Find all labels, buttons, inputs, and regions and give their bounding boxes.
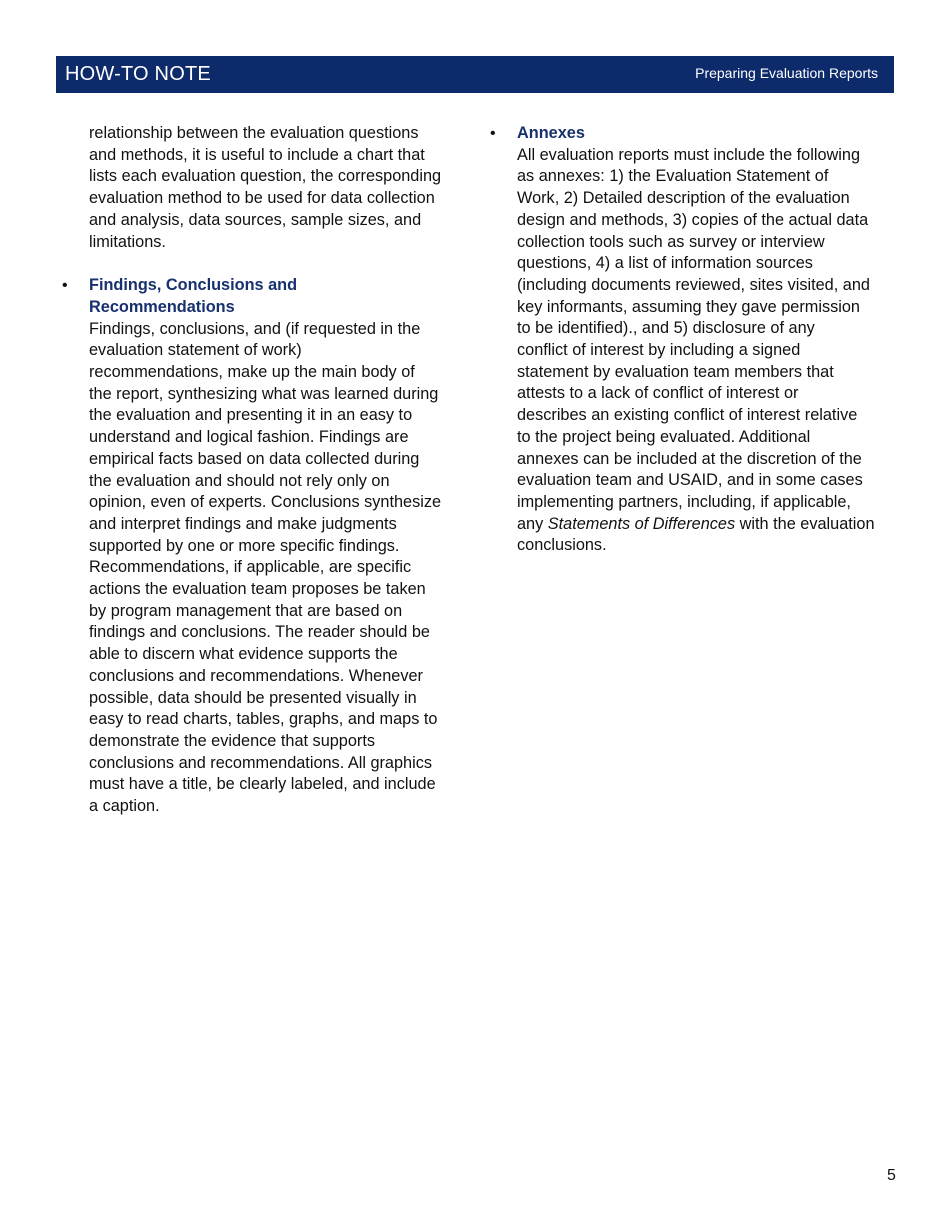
document-subtitle: Preparing Evaluation Reports: [695, 65, 878, 81]
text-line: design and methods, 3) copies of the actual data: [517, 210, 869, 229]
text-line: Recommendations, if applicable, are specific: [89, 558, 412, 577]
text-line: as annexes: 1) the Evaluation Statement of: [517, 167, 829, 186]
text-line: empirical facts based on data collected during: [89, 449, 420, 468]
text-line: All evaluation reports must include the following: [517, 145, 860, 164]
text-line: opinion, even of experts. Conclusions synthesize: [89, 493, 442, 512]
annexes-section: [490, 123, 889, 557]
text-line: the evaluation and presenting it in an easy to: [89, 406, 413, 425]
italic-title: Statements of Differences: [547, 514, 736, 533]
text-line: Work, 2) Detailed description of the evaluation: [517, 189, 850, 208]
text-line: conclusions.: [517, 536, 607, 555]
text-line: easy to read charts, tables, graphs, and maps to: [89, 710, 438, 729]
text-line: understand and logical fashion. Findings are: [89, 428, 409, 447]
text-line: conflict of interest by including a signed: [517, 341, 801, 360]
section-heading: Annexes: [517, 124, 585, 142]
text-line: findings and conclusions. The reader should be: [89, 623, 430, 642]
section-heading: Recommendations: [89, 297, 235, 316]
text-line: collection tools such as survey or interview: [517, 232, 825, 251]
text-line: implementing partners, including, if applicable,: [517, 492, 851, 511]
text-line: relationship between the evaluation questions: [89, 124, 419, 142]
text-line: (including documents reviewed, sites visited, and: [517, 275, 870, 294]
continued-paragraph: [89, 123, 461, 253]
text-fragment: any: [517, 514, 548, 533]
section-heading: Findings, Conclusions and: [89, 276, 298, 295]
text-line: to be identified)., and 5) disclosure of any: [517, 319, 815, 338]
text-line: conclusions and recommendations. All graphics: [89, 753, 432, 772]
page-number: 5: [887, 1167, 896, 1184]
text-line: possible, data should be presented visually in: [89, 688, 417, 707]
text-line: actions the evaluation team proposes be taken: [89, 580, 426, 599]
text-line: evaluation team and USAID, and in some cases: [517, 471, 863, 490]
findings-section: [62, 275, 461, 818]
text-line: key informants, assuming they gave permission: [517, 297, 860, 316]
text-fragment: with the evaluation: [735, 514, 875, 533]
right-column: [490, 123, 889, 557]
bullet-icon: •: [490, 125, 496, 142]
header-bar: [56, 56, 894, 93]
left-column: [62, 123, 461, 818]
text-line: and interpret findings and make judgments: [89, 514, 397, 533]
bullet-icon: •: [62, 277, 68, 295]
text-line: must have a title, be clearly labeled, and include: [89, 775, 436, 794]
text-line: Findings, conclusions, and (if requested in the: [89, 319, 421, 338]
text-line: attests to a lack of conflict of interest or: [517, 384, 799, 403]
text-line: recommendations, make up the main body of: [89, 363, 415, 382]
text-line: supported by one or more specific findings.: [89, 536, 400, 555]
text-line: questions, 4) a list of information sources: [517, 254, 813, 273]
document-type-title: HOW-TO NOTE: [65, 63, 211, 85]
text-line: statement by evaluation team members that: [517, 362, 834, 381]
text-line-with-italic: [517, 514, 889, 536]
text-line: annexes can be included at the discretion of the: [517, 449, 862, 468]
text-line: and methods, it is useful to include a chart that: [89, 145, 425, 164]
text-line: conclusions and recommendations. Whenever: [89, 666, 423, 685]
text-line: lists each evaluation question, the corresponding: [89, 167, 442, 186]
text-line: the report, synthesizing what was learned during: [89, 384, 439, 403]
text-line: and analysis, data sources, sample sizes, and: [89, 210, 422, 229]
text-line: a caption.: [89, 797, 160, 816]
text-line: evaluation statement of work): [89, 341, 302, 360]
text-line: the evaluation and should not rely only on: [89, 471, 390, 490]
text-line: by program management that are based on: [89, 601, 403, 620]
text-line: demonstrate the evidence that supports: [89, 731, 376, 750]
text-line: describes an existing conflict of interest relative: [517, 406, 858, 425]
text-line: limitations.: [89, 232, 166, 251]
text-line: to the project being evaluated. Additional: [517, 427, 811, 446]
text-line: able to discern what evidence supports the: [89, 645, 398, 664]
text-line: evaluation method to be used for data collection: [89, 189, 435, 208]
